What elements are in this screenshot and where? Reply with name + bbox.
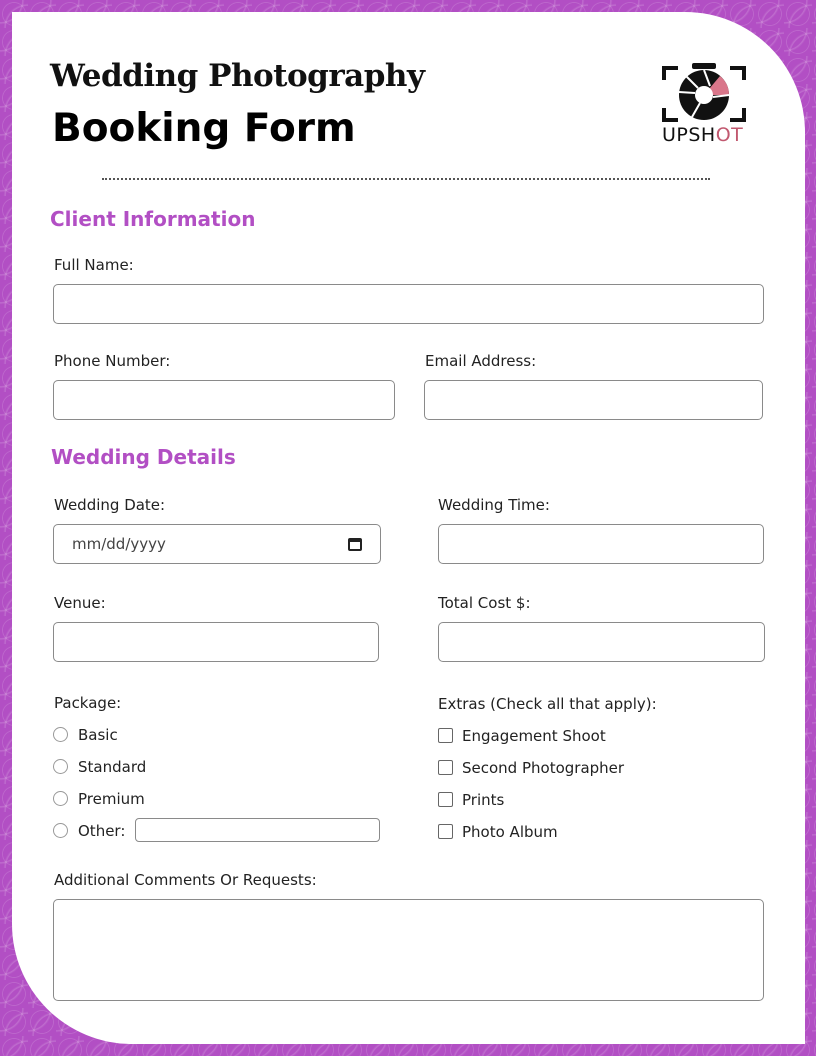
logo-text-main: UPSH	[662, 124, 716, 146]
extra-prints-checkbox[interactable]	[438, 792, 453, 807]
total-cost-label: Total Cost $:	[438, 594, 531, 612]
package-label: Package:	[54, 694, 122, 712]
camera-aperture-icon	[662, 62, 746, 124]
total-cost-input[interactable]	[438, 622, 765, 662]
extra-photo-album-label: Photo Album	[462, 823, 558, 841]
package-basic-radio[interactable]	[53, 727, 68, 742]
package-basic-label: Basic	[78, 726, 118, 744]
package-other-label: Other:	[78, 822, 126, 840]
phone-input[interactable]	[53, 380, 395, 420]
extra-second-photographer-checkbox[interactable]	[438, 760, 453, 775]
package-premium-radio[interactable]	[53, 791, 68, 806]
full-name-input[interactable]	[53, 284, 764, 324]
venue-input[interactable]	[53, 622, 379, 662]
wedding-time-input[interactable]	[438, 524, 764, 564]
page-title: Wedding Photography	[50, 58, 425, 94]
dotted-divider	[102, 178, 710, 180]
wedding-details-heading: Wedding Details	[51, 445, 236, 469]
package-premium-label: Premium	[78, 790, 145, 808]
wedding-time-label: Wedding Time:	[438, 496, 550, 514]
client-info-heading: Client Information	[50, 207, 256, 231]
extra-prints-label: Prints	[462, 791, 505, 809]
extra-photo-album-checkbox[interactable]	[438, 824, 453, 839]
package-other-input[interactable]	[135, 818, 380, 842]
email-input[interactable]	[424, 380, 763, 420]
extra-second-photographer-label: Second Photographer	[462, 759, 625, 777]
venue-label: Venue:	[54, 594, 106, 612]
calendar-icon[interactable]	[348, 538, 362, 551]
package-standard-label: Standard	[78, 758, 147, 776]
package-other-radio[interactable]	[53, 823, 68, 838]
comments-label: Additional Comments Or Requests:	[54, 871, 317, 889]
wedding-date-label: Wedding Date:	[54, 496, 166, 514]
extra-engagement-label: Engagement Shoot	[462, 727, 606, 745]
logo-wordmark	[662, 124, 743, 146]
extra-engagement-checkbox[interactable]	[438, 728, 453, 743]
wedding-date-input[interactable]	[53, 524, 381, 564]
phone-label: Phone Number:	[54, 352, 171, 370]
extras-label: Extras (Check all that apply):	[438, 695, 657, 713]
wedding-date-placeholder: mm/dd/yyyy	[72, 535, 166, 553]
email-label: Email Address:	[425, 352, 537, 370]
logo-text-accent: OT	[715, 124, 744, 146]
comments-textarea[interactable]	[53, 899, 764, 1001]
package-standard-radio[interactable]	[53, 759, 68, 774]
full-name-label: Full Name:	[54, 256, 134, 274]
page-subtitle: Booking Form	[52, 106, 356, 151]
